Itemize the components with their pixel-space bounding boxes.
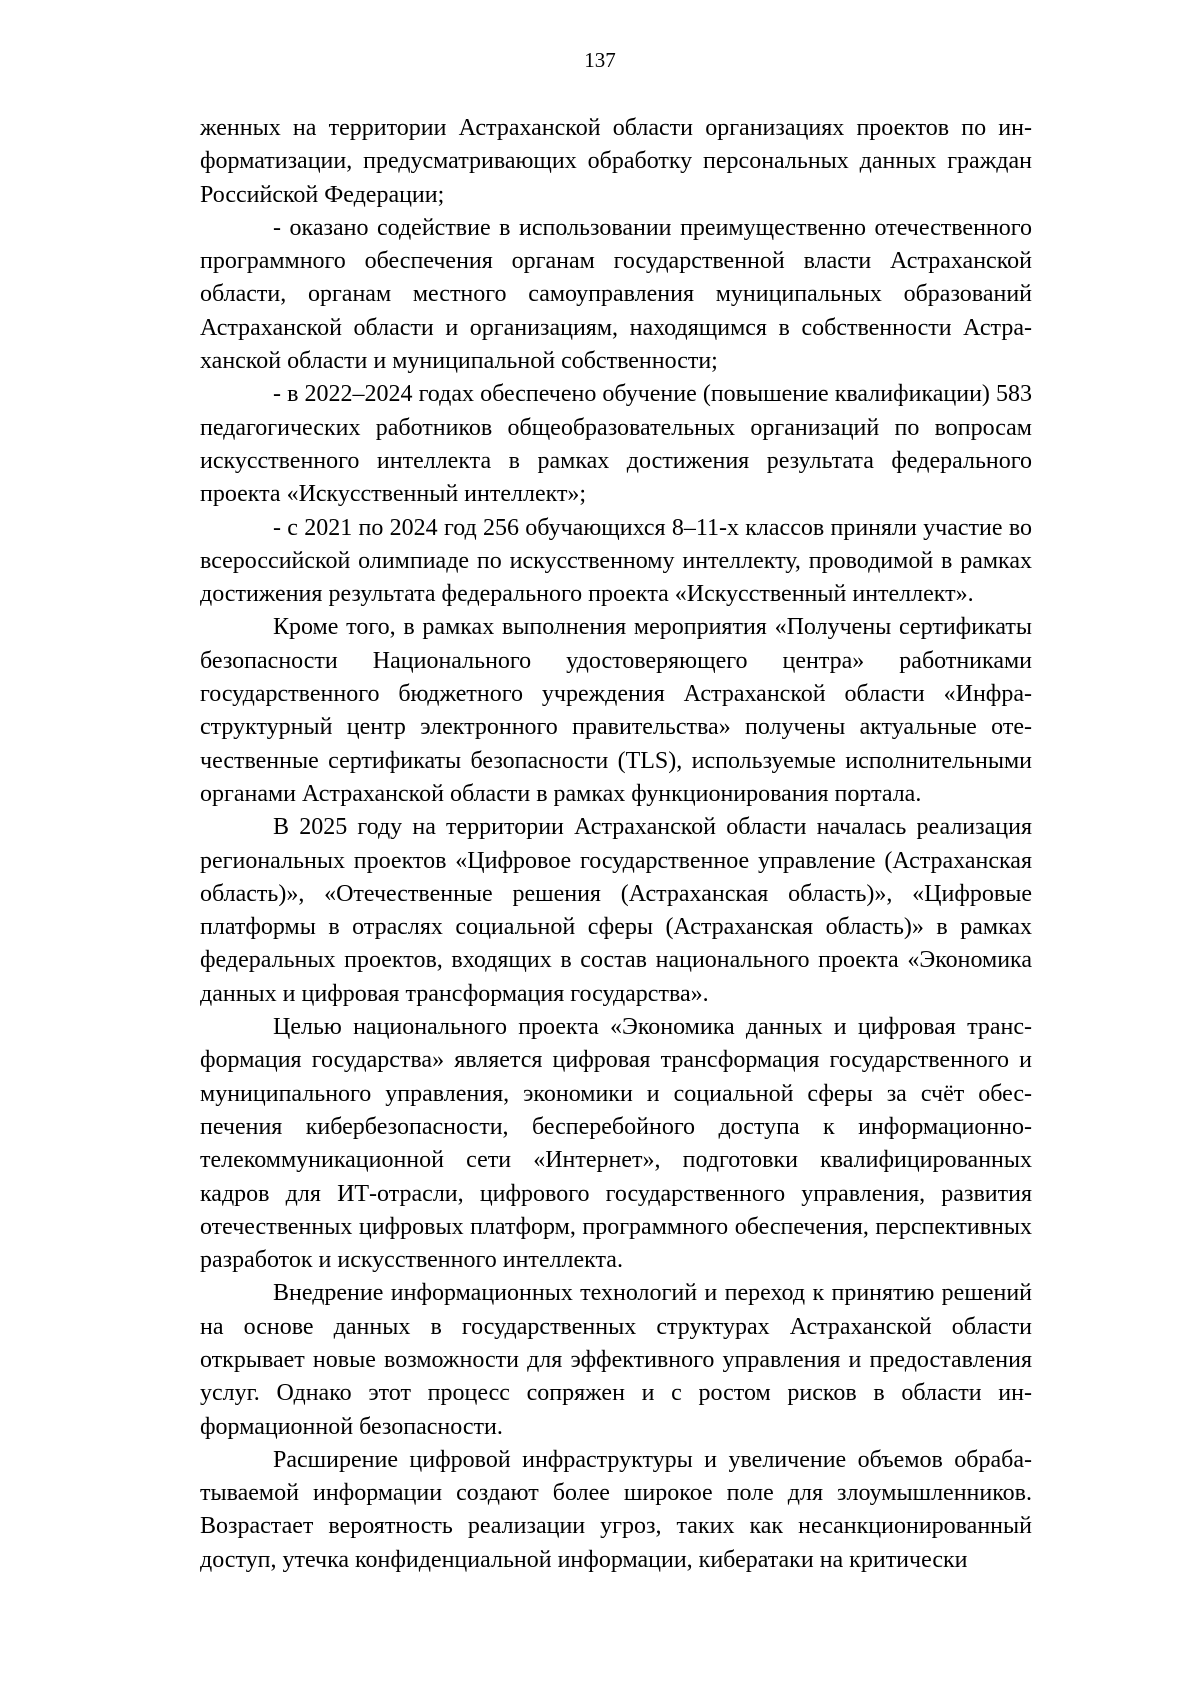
paragraph-continuation: женных на территории Астраханской области организациях проектов по информатизации, предусматривающих обработку персональных данных граждан Российской Федерации; — [200, 115, 1032, 208]
paragraph-it-adoption: Внедрение информационных технологий и переход к принятию решений на основе данных в государственных структурах Астраханской области открывает новые возможности для эффективного управления и предоставления услуг. Однако этот процесс сопряжен и с ростом рисков в области информационной безопасности. — [200, 1280, 1032, 1440]
page-number: 137 — [584, 48, 616, 72]
list-item-teacher-training: - в 2022–2024 годах обеспечено обучение (повышение квалификации) 583 педагогических работников общеобразовательных организаций по вопросам искусственного интеллекта в рамках достижения результата федерального проекта «Искусственный интеллект»; — [200, 381, 1032, 508]
paragraph-regional-projects: В 2025 году на территории Астраханской области началась реализация региональных проектов «Цифровое государственное управление (Астраханская область)», «Отечественные решения (Астраханская область)», «Цифровые платформы в отраслях социальной сферы (Астраханская область)» в рамках федеральных проектов, входящих в состав национального проекта «Экономика данных и цифровая трансформация государства». — [200, 814, 1032, 1007]
paragraph-certificates: Кроме того, в рамках выполнения мероприятия «Получены сертификаты безопасности Национального удостоверяющего центра» работниками государственного бюджетного учреждения Астраханской области «Инфраструктурный центр электронного правительства» получены актуальные отечественные сертификаты безопасности (TLS), используемые исполнительными органами Астраханской области в рамках функционирования портала. — [200, 614, 1032, 807]
paragraph-national-project-goal: Целью национального проекта «Экономика данных и цифровая трансформация государства» является цифровая трансформация государственного и муниципального управления, экономики и социальной сферы за счёт обеспечения кибербезопасности, бесперебойного доступа к информационно-телекоммуникационной сети «Интернет», подготовки квалифицированных кадров для ИТ-отрасли, цифрового государственного управления, развития отечественных цифровых платформ, программного обеспечения, перспективных разработок и искусственного интеллекта. — [200, 1014, 1032, 1274]
list-item-software-support: - оказано содействие в использовании преимущественно отечественного программного обеспечения органам государственной власти Астраханской области, органам местного самоуправления муниципальных образований Астраханской области и организациям, находящимся в собственности Астраханской области и муниципальной собственности; — [200, 214, 1032, 375]
list-item-ai-olympiad: - с 2021 по 2024 год 256 обучающихся 8–11-х классов приняли участие во всероссийской олимпиаде по искусственному интеллекту, проводимой в рамках достижения результата федерального проекта «Искусственный интеллект». — [200, 514, 1032, 608]
paragraph-infrastructure-risks: Расширение цифровой инфраструктуры и увеличение объемов обрабатываемой информации создают более широкое поле для злоумышленников. Возрастает вероятность реализации угроз, таких как несанкционированный доступ, утечка конфиденциальной информации, кибератаки на критически — [200, 1446, 1032, 1573]
document-body — [200, 112, 1032, 1577]
